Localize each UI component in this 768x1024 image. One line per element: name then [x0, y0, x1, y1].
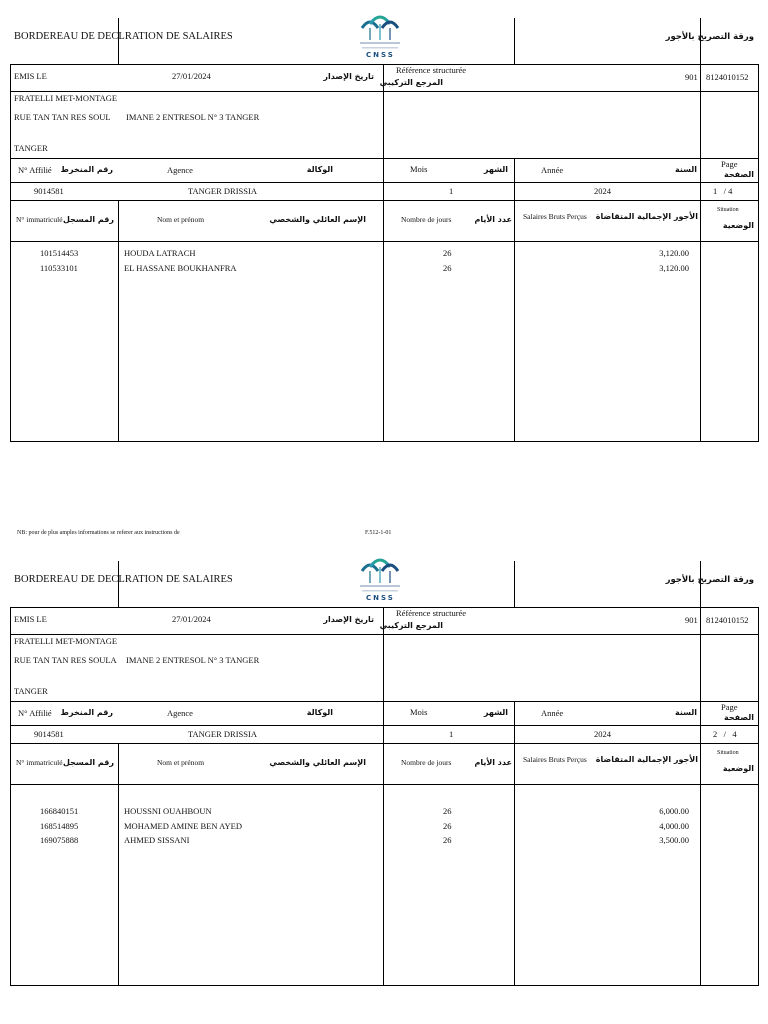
- mois-header-arabic: الشهر: [483, 708, 508, 717]
- mois-header: Mois: [410, 164, 428, 174]
- company-address-2: IMANE 2 ENTRESOL N° 3 TANGER: [126, 655, 260, 665]
- page-header: Page: [721, 159, 738, 169]
- reference-label: Référence structurée: [396, 608, 467, 618]
- emis-date: 27/01/2024: [172, 614, 211, 624]
- immat-col-header: N° immatriculé: [16, 758, 63, 767]
- agence-header: Agence: [167, 165, 193, 175]
- agence-header: Agence: [167, 708, 193, 718]
- page-header-arabic: الصفحة: [723, 713, 754, 722]
- annee-value: 2024: [594, 729, 611, 739]
- emis-label-arabic: تاريخ الإصدار: [323, 615, 374, 624]
- nom-col-header: Nom et prénom: [157, 758, 205, 767]
- annee-header-arabic: السنة: [674, 165, 697, 174]
- cnss-logo-text: CNSS: [366, 51, 395, 59]
- form-code: F.512-1-01: [365, 530, 392, 536]
- row-jours: 26: [443, 835, 452, 845]
- situation-col-header: Situation: [717, 750, 739, 756]
- page-value: 1 / 4: [713, 186, 733, 196]
- page-header-arabic: الصفحة: [723, 170, 754, 179]
- row-nom: HOUSSNI OUAHBOUN: [124, 806, 212, 816]
- cnss-logo-text: CNSS: [366, 594, 395, 602]
- emis-label: EMIS LE: [14, 614, 47, 624]
- form-title-arabic: ورقة التصريح بالأجور: [665, 32, 754, 42]
- row-jours: 26: [443, 248, 452, 258]
- affilie-header: N° Affilié: [18, 708, 52, 718]
- row-nom: AHMED SISSANI: [124, 835, 190, 845]
- row-nom: HOUDA LATRACH: [124, 248, 196, 258]
- affilie-value: 9014581: [34, 186, 64, 196]
- reference-label-arabic: المرجع التركيبي: [379, 621, 443, 630]
- reference-short: 901: [685, 72, 698, 82]
- row-salaire: 3,500.00: [659, 835, 689, 845]
- row-immat: 169075888: [40, 835, 79, 845]
- emis-date: 27/01/2024: [172, 71, 211, 81]
- reference-number: 8124010152: [706, 615, 749, 625]
- reference-number: 8124010152: [706, 72, 749, 82]
- jours-col-header: Nombre de jours: [401, 758, 452, 767]
- row-immat: 101514453: [40, 248, 79, 258]
- row-salaire: 6,000.00: [659, 806, 689, 816]
- page-header: Page: [721, 702, 738, 712]
- jours-col-header: Nombre de jours: [401, 215, 452, 224]
- annee-header: Année: [541, 165, 564, 175]
- annee-value: 2024: [594, 186, 611, 196]
- row-salaire: 4,000.00: [659, 821, 689, 831]
- form-title: BORDEREAU DE DECLRATION DE SALAIRES: [14, 574, 233, 585]
- situation-col-header: Situation: [717, 207, 739, 213]
- mois-header: Mois: [410, 707, 428, 717]
- row-jours: 26: [443, 806, 452, 816]
- row-immat: 168514895: [40, 821, 79, 831]
- nom-col-header: Nom et prénom: [157, 215, 205, 224]
- mois-header-arabic: الشهر: [483, 165, 508, 174]
- salaire-col-header-arabic: الأجور الإجمالية المتقاضاة: [595, 755, 698, 764]
- emis-label-arabic: تاريخ الإصدار: [323, 72, 374, 81]
- reference-label-arabic: المرجع التركيبي: [379, 78, 443, 87]
- reference-short: 901: [685, 615, 698, 625]
- salaire-col-header: Salaires Bruts Perçus: [523, 755, 587, 764]
- situation-col-header-arabic: الوضعية: [722, 221, 754, 230]
- row-immat: 166840151: [40, 806, 79, 816]
- immat-col-header-arabic: رقم المسجل: [62, 215, 114, 224]
- agence-header-arabic: الوكالة: [306, 708, 333, 717]
- situation-col-header-arabic: الوضعية: [722, 764, 754, 773]
- row-salaire: 3,120.00: [659, 263, 689, 273]
- salaire-col-header: Salaires Bruts Perçus: [523, 212, 587, 221]
- company-address-2: IMANE 2 ENTRESOL N° 3 TANGER: [126, 112, 260, 122]
- agence-value: TANGER DRISSIA: [188, 186, 257, 196]
- agence-value: TANGER DRISSIA: [188, 729, 257, 739]
- agence-header-arabic: الوكالة: [306, 165, 333, 174]
- company-name: FRATELLI MET-MONTAGE: [14, 636, 118, 646]
- form-title-arabic: ورقة التصريح بالأجور: [665, 575, 754, 585]
- jours-col-header-arabic: عدد الأيام: [474, 758, 512, 767]
- salaire-col-header-arabic: الأجور الإجمالية المتقاضاة: [595, 212, 698, 221]
- mois-value: 1: [449, 729, 454, 739]
- footer-note: NB: pour de plus amples informations se referer aux instructions de: [17, 530, 180, 536]
- company-city: TANGER: [14, 143, 48, 153]
- reference-label: Référence structurée: [396, 65, 467, 75]
- emis-label: EMIS LE: [14, 71, 47, 81]
- company-address-1: RUE TAN TAN RES SOULA: [14, 655, 117, 665]
- immat-col-header: N° immatriculé: [16, 215, 63, 224]
- company-city: TANGER: [14, 686, 48, 696]
- jours-col-header-arabic: عدد الأيام: [474, 215, 512, 224]
- row-jours: 26: [443, 263, 452, 273]
- annee-header-arabic: السنة: [674, 708, 697, 717]
- row-nom: EL HASSANE BOUKHANFRA: [124, 263, 237, 273]
- annee-header: Année: [541, 708, 564, 718]
- affilie-header-arabic: رقم المنخرط: [60, 708, 113, 717]
- affilie-value: 9014581: [34, 729, 64, 739]
- nom-col-header-arabic: الإسم العائلي والشخصي: [269, 215, 366, 224]
- form-title: BORDEREAU DE DECLRATION DE SALAIRES: [14, 31, 233, 42]
- affilie-header-arabic: رقم المنخرط: [60, 165, 113, 174]
- row-immat: 110533101: [40, 263, 78, 273]
- company-address-1: RUE TAN TAN RES SOUL: [14, 112, 111, 122]
- immat-col-header-arabic: رقم المسجل: [62, 758, 114, 767]
- nom-col-header-arabic: الإسم العائلي والشخصي: [269, 758, 366, 767]
- company-name: FRATELLI MET-MONTAGE: [14, 93, 118, 103]
- mois-value: 1: [449, 186, 454, 196]
- row-nom: MOHAMED AMINE BEN AYED: [124, 821, 242, 831]
- row-salaire: 3,120.00: [659, 248, 689, 258]
- affilie-header: N° Affilié: [18, 165, 52, 175]
- page-value: 2 / 4: [713, 729, 737, 739]
- row-jours: 26: [443, 821, 452, 831]
